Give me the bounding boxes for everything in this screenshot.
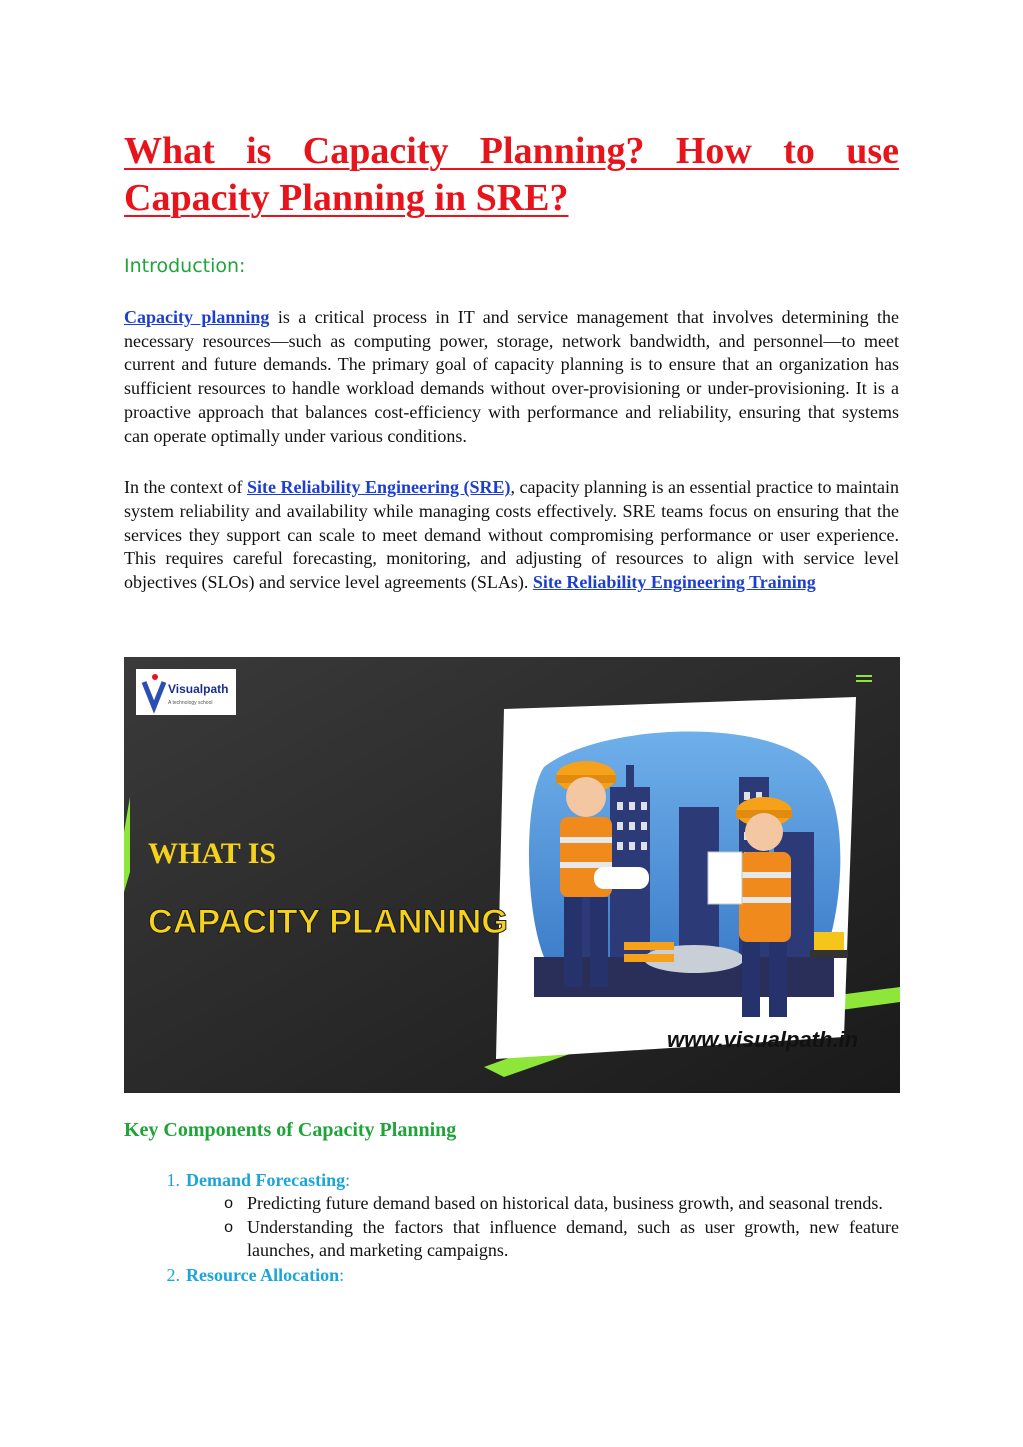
sub-bullet: o: [224, 1218, 233, 1236]
sre-training-link[interactable]: Site Reliability Engineering Training: [532, 572, 816, 593]
list-item-colon: :: [339, 1265, 345, 1286]
intro-paragraph: [124, 306, 899, 448]
list-item-number: 1.: [166, 1170, 180, 1190]
sub-list-text: Understanding the factors that influence demand, such as user growth, new feature launches, and marketing campaigns.: [247, 1216, 899, 1261]
hero-illustration: [124, 657, 900, 1093]
capacity-planning-link[interactable]: Capacity planning: [124, 307, 270, 327]
logo-text: Visualpath: [168, 682, 229, 696]
hero-line-what-is: WHAT IS: [148, 837, 277, 870]
sub-list-text: Predicting future demand based on historical data, business growth, and seasonal trends.: [247, 1193, 883, 1213]
sub-bullet: o: [224, 1195, 233, 1212]
list-item-title: Demand Forecasting: [186, 1170, 346, 1190]
list-item: [124, 1263, 899, 1287]
sre-paragraph-prefix: In the context of: [124, 477, 247, 498]
hero-line-capacity-planning: CAPACITY PLANNING: [148, 903, 508, 941]
components-list: [124, 1168, 899, 1287]
key-components-heading: Key Components of Capacity Planning: [124, 1119, 457, 1141]
list-item-colon: :: [345, 1170, 351, 1190]
sub-list-item: [124, 1216, 899, 1263]
introduction-heading: Introduction:: [124, 255, 246, 277]
list-item-number: 2.: [166, 1265, 180, 1286]
hero-banner-image: [124, 657, 900, 1093]
intro-paragraph-text: is a critical process in IT and service management that involves determining the necessary resources—such as computing power, storage, network bandwidth, and personnel—to meet current and future demands. The primary goal of capacity planning is to ensure that an organization has sufficient resources to handle workload demands without over-provisioning or under-provisioning. It is a proactive approach that balances cost-efficiency with performance and reliability, ensuring that systems can operate optimally under various conditions.: [124, 307, 899, 446]
document-page: [124, 128, 899, 595]
page-title: What is Capacity Planning? How to use Capacity Planning in SRE?: [124, 130, 899, 219]
sre-paragraph: [124, 476, 899, 595]
sub-list-item: [124, 1192, 899, 1216]
sre-paragraph-text: , capacity planning is an essential practice to maintain system reliability and availability while managing costs effectively. SRE teams focus on ensuring that the services they support can scale to meet demand without compromising performance or user experience. This requires careful forecasting, monitoring, and adjusting of resources to align with service level objectives (SLOs) and service level agreements (SLAs).: [124, 477, 899, 593]
hero-url: www.visualpath.in: [667, 1027, 859, 1052]
list-item-title: Resource Allocation: [186, 1265, 340, 1286]
list-item: [124, 1168, 899, 1192]
logo-subtext: A technology school: [168, 700, 213, 706]
sre-link[interactable]: Site Reliability Engineering (SRE): [247, 477, 511, 498]
